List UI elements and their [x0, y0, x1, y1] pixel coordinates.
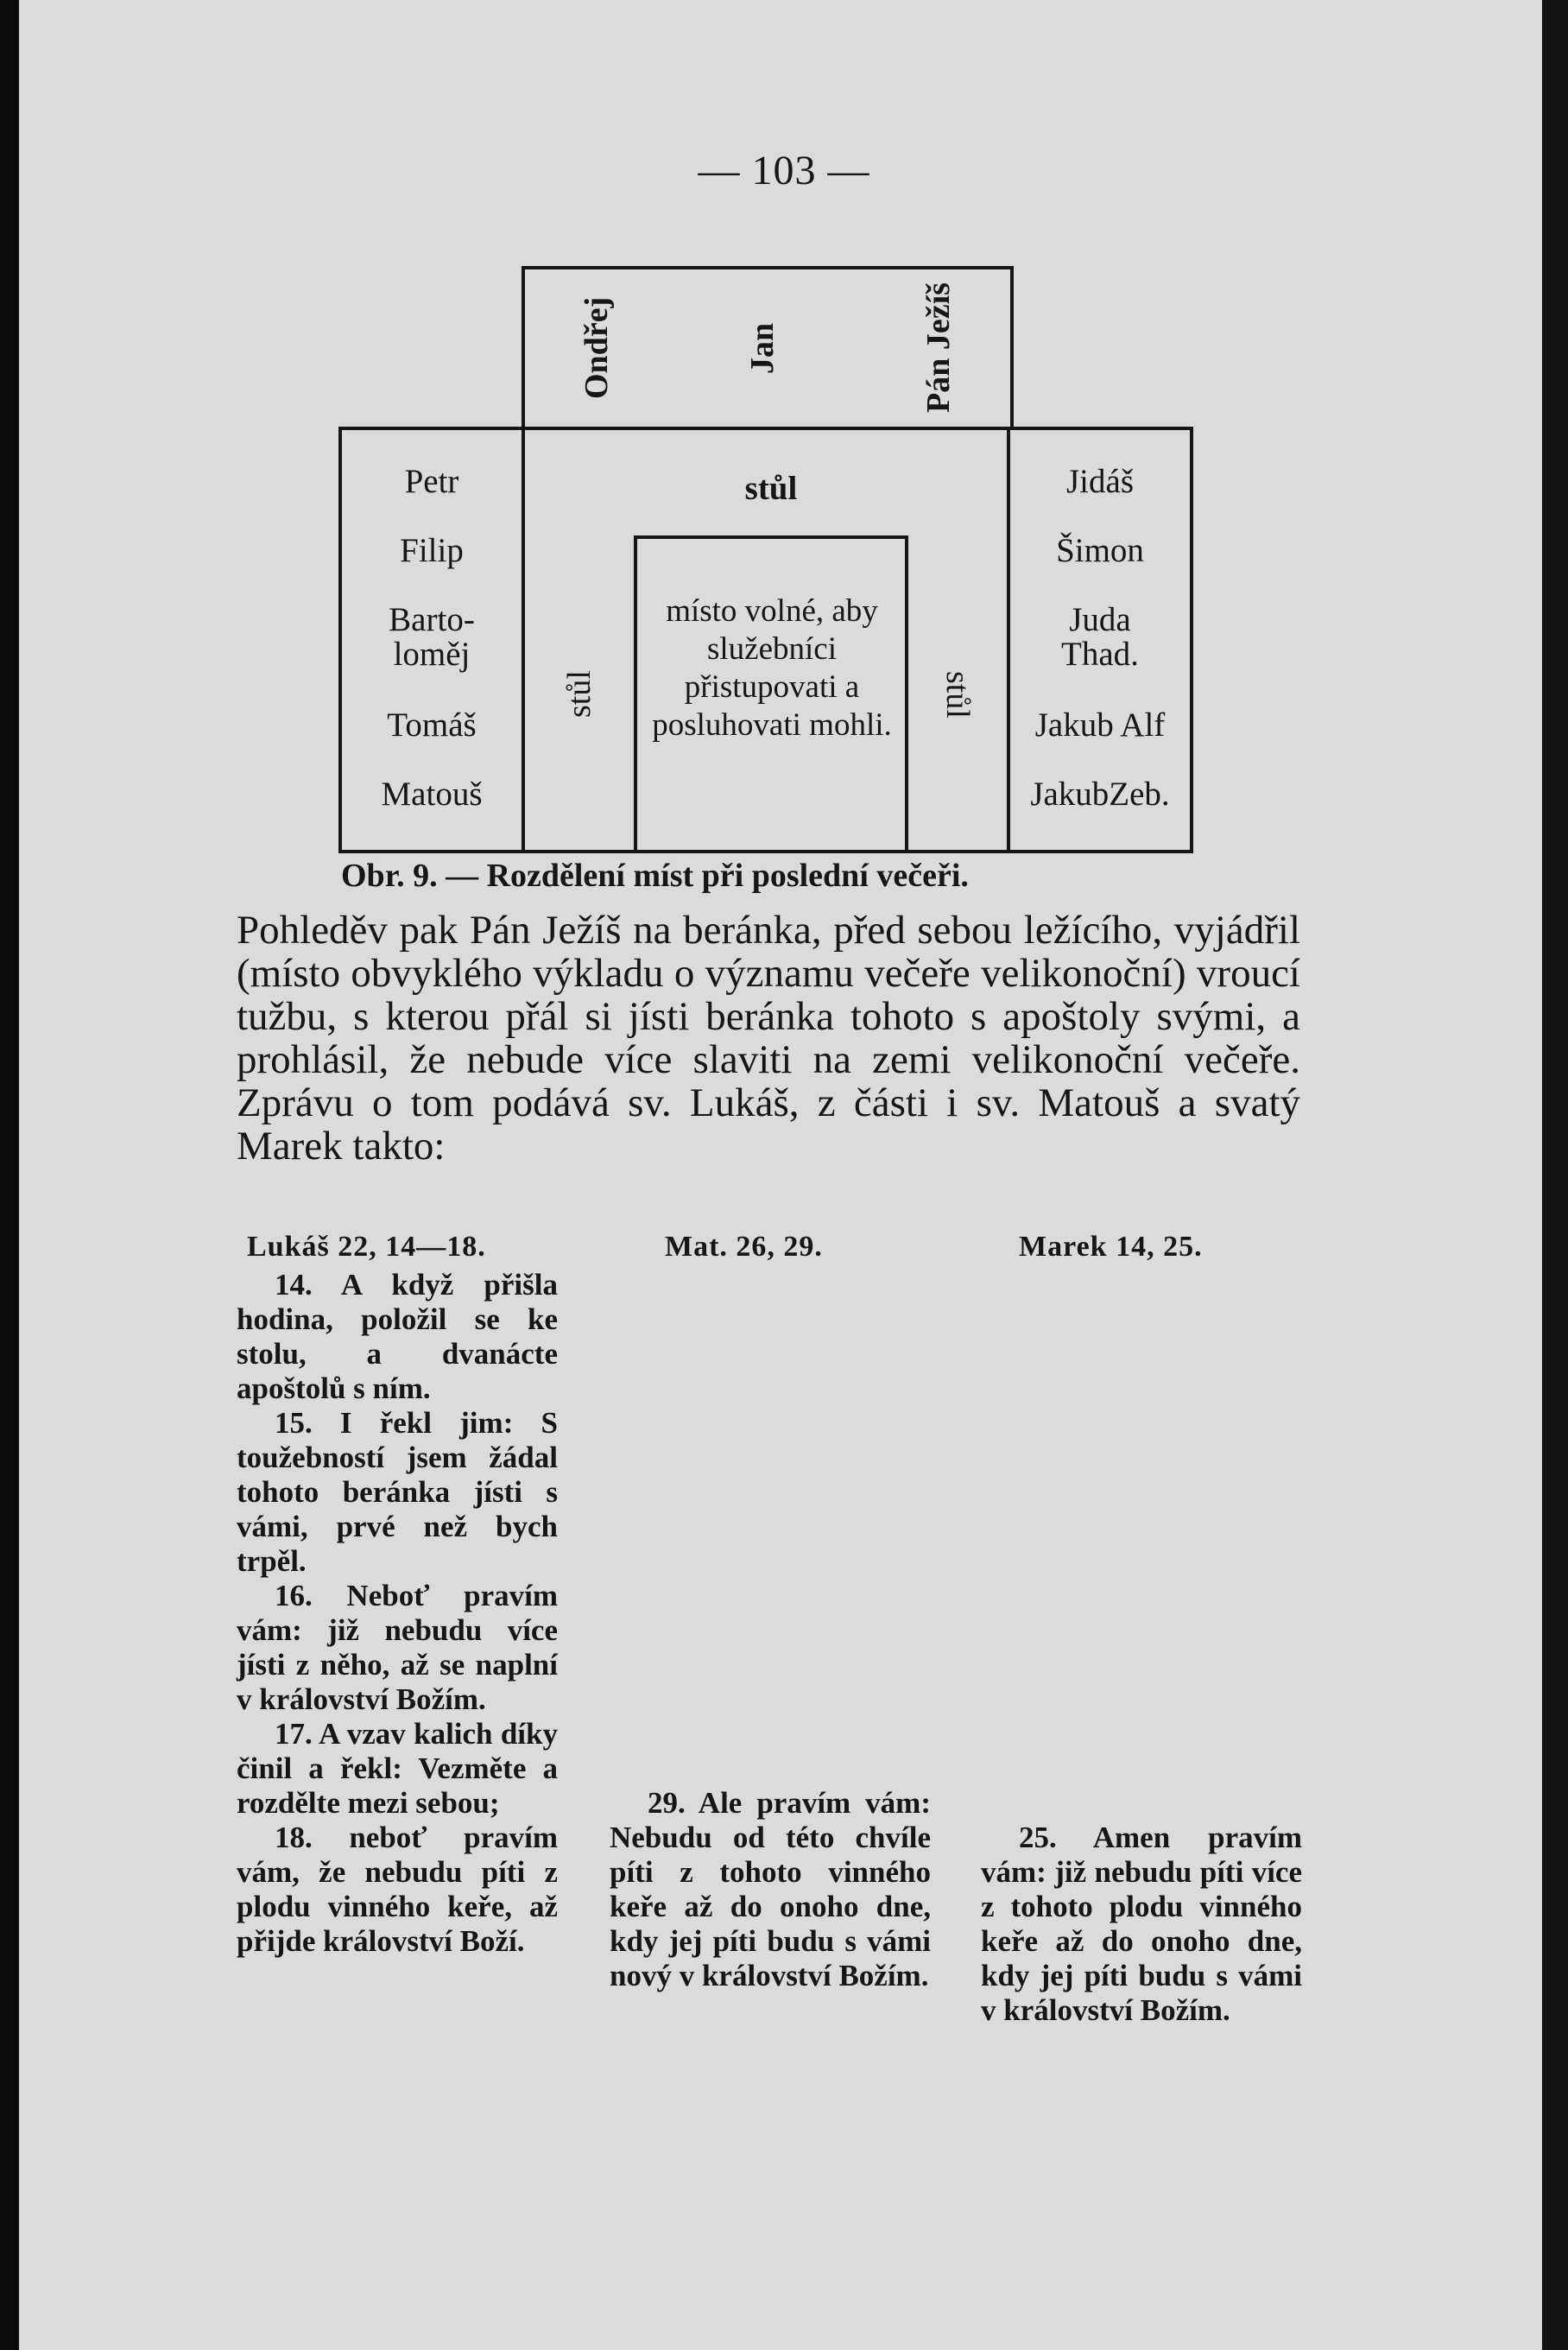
seat-juda-thad: Juda Thad. — [1061, 601, 1139, 673]
table-label-right: stůl — [939, 670, 976, 719]
seat-matous: Matouš — [381, 776, 483, 813]
column-heading-marek: Marek 14, 25. — [1019, 1231, 1203, 1263]
seat-filip: Filip — [400, 532, 464, 569]
verse-16: 16. Neboť pravím vám: již nebudu více jísti z něho, až se naplní v království Božím. — [237, 1579, 558, 1716]
seat-pan-jezis: Pán Ježíš — [920, 282, 957, 414]
main-right-border — [1190, 427, 1193, 853]
seat-simon: Šimon — [1056, 532, 1144, 569]
verse-15: 15. I řekl jim: S toužebností jsem žádal tohoto beránka jísti s vámi, prvé než bych trpěl. — [237, 1406, 558, 1578]
seat-tomas: Tomáš — [387, 706, 477, 744]
table-inner-left — [634, 535, 637, 850]
column-matous — [610, 1786, 931, 1993]
seat-bartolomej: Barto- loměj — [389, 601, 475, 673]
table-label-top: stůl — [744, 470, 798, 507]
table-label-left: stůl — [561, 670, 597, 719]
verse-29: 29. Ale pravím vám: Nebudu od této chvíle píti z tohoto vinného keře až do onoho dne, kdy jej píti budu s vámi nový v království Božím. — [610, 1786, 931, 1992]
verse-18: 18. neboť pravím vám, že nebudu píti z plodu vinného keře, až přijde království Boží. — [237, 1821, 558, 1958]
column-heading-lukas: Lukáš 22, 14—18. — [247, 1231, 486, 1263]
verse-25: 25. Amen pravím vám: již nebudu píti více z tohoto plodu vinného keře až do onoho dne, kdy jej píti budu s vámi v království Božím. — [981, 1821, 1302, 2027]
seat-petr: Petr — [404, 463, 459, 500]
body-paragraph: Pohleděv pak Pán Ježíš na beránka, před sebou ležícího, vyjádřil (místo obvyklého výkladu o významu večeře velikonoční) vroucí tužbu, s kterou přál si jísti beránka tohoto s apoštoly svými, a prohlásil, že nebude více slaviti na zemi velikonoční večeře. Zprávu o tom podává sv. Lukáš, z části i sv. Matouš a svatý Marek takto: — [237, 908, 1300, 1169]
top-box-right-border — [1010, 266, 1014, 430]
verse-17: 17. A vzav kalich díky činil a řekl: Vezměte a rozdělte mezi sebou; — [237, 1717, 558, 1820]
seat-jan: Jan — [744, 322, 781, 374]
table-inner-top — [634, 535, 908, 539]
seat-jakub-alf: Jakub Alf — [1034, 706, 1166, 744]
page-number: — 103 — — [698, 148, 870, 193]
main-top-border — [338, 427, 1193, 430]
column-marek — [981, 1821, 1302, 2028]
seat-ondrej: Ondřej — [579, 296, 615, 400]
main-left-border — [338, 427, 342, 853]
main-bottom-border — [338, 850, 1193, 853]
column-lukas — [237, 1268, 558, 1959]
table-outer-right — [1007, 427, 1010, 850]
seat-jakub-zeb: JakubZeb. — [1030, 776, 1170, 813]
center-free-space: místo volné, aby služebníci přistupovati a posluhovati mohli. — [652, 593, 892, 743]
seat-jidas: Jidáš — [1066, 463, 1134, 500]
figure-caption: Obr. 9. — Rozdělení míst při poslední večeři. — [341, 858, 969, 894]
column-heading-matous: Mat. 26, 29. — [665, 1231, 823, 1263]
verse-14: 14. A když přišla hodina, položil se ke stolu, a dvanácte apoštolů s ním. — [237, 1268, 558, 1405]
seating-diagram — [0, 0, 1568, 864]
